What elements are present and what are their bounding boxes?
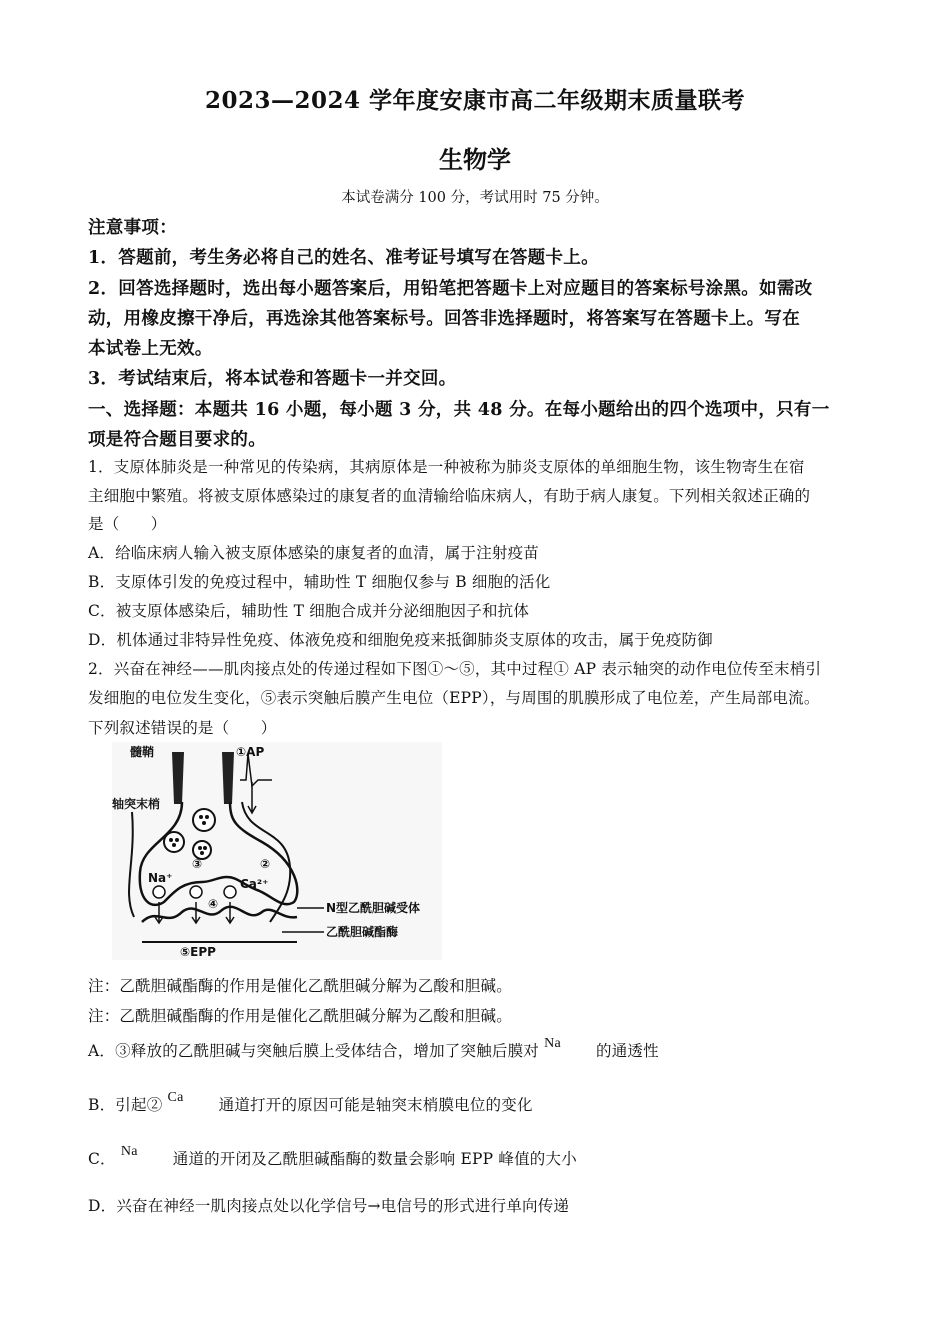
q1-option-a: A．给临床病人输入被支原体感染的康复者的血清，属于注射疫苗 [88, 544, 539, 562]
vesicle [164, 832, 184, 852]
q1-option-c: C．被支原体感染后，辅助性 T 细胞合成并分泌细胞因子和抗体 [88, 602, 530, 620]
q1-stem: 是（ ） [88, 515, 167, 533]
na-ion-symbol: Na [120, 1144, 138, 1159]
notice-item: 3．考试结束后，将本试卷和答题卡一并交回。 [88, 369, 457, 389]
na-channel-icon [224, 886, 236, 898]
q2-stem: 下列叙述错误的是（ ） [88, 719, 277, 737]
vesicle [193, 809, 215, 831]
q2-option-a [88, 1036, 659, 1061]
label-step2: ② [260, 857, 271, 871]
q1-stem: 主细胞中繁殖。将被支原体感染过的康复者的血清输给临床病人，有助于病人康复。下列相关叙述正确的 [88, 487, 811, 505]
q2-note: 注：乙酰胆碱酯酶的作用是催化乙酰胆碱分解为乙酸和胆碱。 [88, 1007, 512, 1025]
label-step4: ④ [208, 897, 219, 911]
q1-stem: 1．支原体肺炎是一种常见的传染病，其病原体是一种被称为肺炎支原体的单细胞生物，该生物寄生在宿 [88, 458, 805, 476]
label-receptor: N型乙酰胆碱受体 [326, 901, 421, 915]
label-na: Na⁺ [148, 871, 173, 885]
q2-option-b-text: B．引起② [88, 1096, 163, 1114]
label-ap: ①AP [236, 745, 265, 759]
label-ca: Ca²⁺ [240, 877, 269, 891]
q2-option-b-text-end: 通道打开的原因可能是轴突末梢膜电位的变化 [218, 1096, 533, 1114]
notice-item: 动，用橡皮擦干净后，再选涂其他答案标号。回答非选择题时，将答案写在答题卡上。写在 [88, 309, 800, 329]
na-ion-symbol: Na [544, 1036, 561, 1051]
neuromuscular-junction-figure [112, 742, 442, 960]
label-enzyme: 乙酰胆碱酯酶 [326, 925, 399, 939]
label-axon-terminal: 轴突末梢 [112, 797, 161, 811]
q2-option-a-text-end: 的通透性 [596, 1042, 659, 1060]
q2-option-d: D．兴奋在神经一肌肉接点处以化学信号→电信号的形式进行单向传递 [88, 1197, 570, 1215]
q2-option-a-text: A．③释放的乙酰胆碱与突触后膜上受体结合，增加了突触后膜对 [88, 1042, 539, 1060]
q2-option-c [88, 1144, 577, 1169]
subject-title: 生物学 [439, 145, 511, 174]
label-myelin: 髓鞘 [130, 745, 155, 759]
notice-item: 本试卷上无效。 [88, 339, 213, 359]
exam-info: 本试卷满分 100 分，考试用时 75 分钟。 [341, 190, 609, 206]
myelin-right-shape [222, 752, 234, 804]
q2-stem: 发细胞的电位发生变化，⑤表示突触后膜产生电位（EPP），与周围的肌膜形成了电位差，产生局部电流。 [88, 689, 820, 707]
q2-option-b [88, 1090, 533, 1115]
notice-item: 2．回答选择题时，选出每小题答案后，用铅笔把答题卡上对应题目的答案标号涂黑。如需改 [88, 279, 813, 299]
q1-option-b: B．支原体引发的免疫过程中，辅助性 T 细胞仅参与 B 细胞的活化 [88, 573, 551, 591]
q1-option-d: D．机体通过非特异性免疫、体液免疫和细胞免疫来抵御肺炎支原体的攻击，属于免疫防御 [88, 631, 713, 649]
notice-item: 1．答题前，考生务必将自己的姓名、准考证号填写在答题卡上。 [88, 248, 599, 268]
q2-note: 注：乙酰胆碱酯酶的作用是催化乙酰胆碱分解为乙酸和胆碱。 [88, 977, 512, 995]
myelin-left-shape [172, 752, 184, 804]
exam-title: 2023—2024 学年度安康市高二年级期末质量联考 [204, 87, 746, 114]
section-heading: 一、选择题：本题共 16 小题，每小题 3 分，共 48 分。在每小题给出的四个选项中，只有一 [88, 400, 830, 420]
na-channel-icon [153, 886, 165, 898]
q2-option-c-text: C． [88, 1150, 116, 1168]
label-epp: ⑤EPP [180, 945, 216, 959]
section-heading-cont: 项是符合题目要求的。 [88, 430, 266, 450]
label-step3: ③ [192, 857, 203, 871]
q2-option-c-text-end: 通道的开闭及乙酰胆碱酯酶的数量会影响 EPP 峰值的大小 [172, 1150, 577, 1168]
notice-heading: 注意事项： [88, 218, 177, 238]
na-channel-icon [190, 886, 202, 898]
q2-stem: 2．兴奋在神经——肌肉接点处的传递过程如下图①～⑤，其中过程① AP 表示轴突的动作电位传至末梢引 [88, 660, 822, 678]
ca-ion-symbol: Ca [167, 1090, 184, 1105]
